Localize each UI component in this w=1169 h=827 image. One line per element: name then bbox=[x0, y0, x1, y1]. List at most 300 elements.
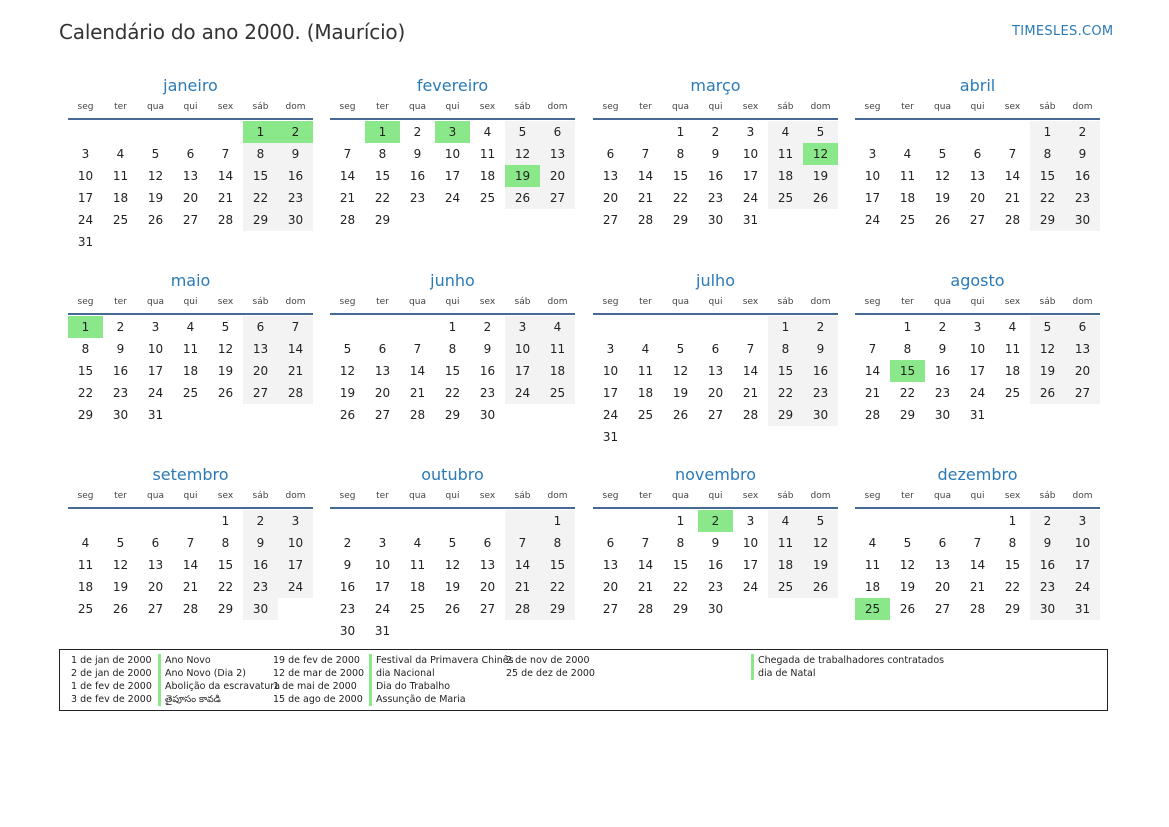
day-cell: 3 bbox=[435, 121, 470, 143]
day-cell: 1 bbox=[365, 121, 400, 143]
day-cell: 18 bbox=[637, 386, 654, 400]
day-cell: 7 bbox=[186, 536, 195, 550]
day-cell: 6 bbox=[483, 536, 492, 550]
weekday-label: dom bbox=[285, 297, 306, 307]
day-cell: 31 bbox=[374, 624, 391, 638]
empty-cell bbox=[400, 510, 435, 532]
day-cell: 2 bbox=[803, 316, 838, 338]
day-cell: 30 bbox=[479, 408, 496, 422]
empty-cell bbox=[925, 510, 960, 532]
day-cell: 31 bbox=[742, 213, 759, 227]
day-cell: 16 bbox=[479, 364, 496, 378]
legend-holiday-name: Assunção de Maria bbox=[369, 693, 466, 706]
weekday-label: ter bbox=[639, 491, 652, 501]
day-cell: 15 bbox=[768, 360, 803, 382]
day-cell: 6 bbox=[151, 536, 160, 550]
day-cell: 4 bbox=[81, 536, 90, 550]
day-cell: 28 bbox=[969, 602, 986, 616]
weekday-label: seg bbox=[864, 491, 881, 501]
day-cell: 18 bbox=[540, 360, 575, 382]
weekday-label: sex bbox=[479, 491, 496, 501]
empty-cell bbox=[540, 620, 575, 642]
day-cell: 29 bbox=[899, 408, 916, 422]
day-cell: 19 bbox=[934, 191, 951, 205]
page-title: Calendário do ano 2000. (Maurício) bbox=[59, 20, 406, 44]
day-cell: 11 bbox=[864, 558, 881, 572]
weekday-label: seg bbox=[864, 102, 881, 112]
legend-holiday-name: dia de Natal bbox=[751, 667, 816, 680]
day-cell: 15 bbox=[217, 558, 234, 572]
day-cell: 28 bbox=[864, 408, 881, 422]
empty-cell bbox=[365, 316, 400, 338]
empty-cell bbox=[505, 209, 540, 231]
day-cell: 6 bbox=[1065, 316, 1100, 338]
month-name: junho bbox=[430, 271, 475, 290]
day-cell: 28 bbox=[339, 213, 356, 227]
day-cell: 9 bbox=[938, 342, 947, 356]
day-cell: 20 bbox=[374, 386, 391, 400]
day-cell: 3 bbox=[278, 510, 313, 532]
weekday-label: seg bbox=[339, 491, 356, 501]
day-cell: 8 bbox=[1008, 536, 1017, 550]
day-cell: 23 bbox=[707, 191, 724, 205]
day-cell: 29 bbox=[374, 213, 391, 227]
day-cell: 28 bbox=[505, 598, 540, 620]
empty-cell bbox=[138, 121, 173, 143]
day-cell: 21 bbox=[505, 576, 540, 598]
day-cell: 4 bbox=[868, 536, 877, 550]
day-cell: 11 bbox=[637, 364, 654, 378]
day-cell: 8 bbox=[768, 338, 803, 360]
empty-cell bbox=[855, 121, 890, 143]
empty-cell bbox=[243, 231, 278, 253]
day-cell: 20 bbox=[602, 580, 619, 594]
empty-cell bbox=[803, 598, 838, 620]
day-cell: 21 bbox=[637, 580, 654, 594]
day-cell: 20 bbox=[1065, 360, 1100, 382]
day-cell: 12 bbox=[444, 558, 461, 572]
empty-cell bbox=[925, 121, 960, 143]
empty-cell bbox=[243, 404, 278, 426]
day-cell: 26 bbox=[803, 187, 838, 209]
day-cell: 14 bbox=[1004, 169, 1021, 183]
weekday-label: dom bbox=[547, 297, 568, 307]
legend-date: 1 de fev de 2000 bbox=[71, 681, 152, 692]
day-cell: 22 bbox=[217, 580, 234, 594]
day-cell: 27 bbox=[540, 187, 575, 209]
month-março bbox=[593, 72, 838, 231]
day-cell: 21 bbox=[409, 386, 426, 400]
day-cell: 17 bbox=[602, 386, 619, 400]
day-cell: 24 bbox=[444, 191, 461, 205]
month-name: setembro bbox=[152, 465, 229, 484]
empty-cell bbox=[768, 426, 803, 448]
day-cell: 12 bbox=[112, 558, 129, 572]
day-cell: 16 bbox=[1030, 554, 1065, 576]
month-novembro bbox=[593, 461, 838, 620]
weekday-label: seg bbox=[339, 102, 356, 112]
month-name: abril bbox=[959, 76, 996, 95]
day-cell: 3 bbox=[746, 125, 755, 139]
day-cell: 25 bbox=[855, 598, 890, 620]
day-cell: 15 bbox=[1030, 165, 1065, 187]
day-cell: 7 bbox=[413, 342, 422, 356]
day-cell: 17 bbox=[147, 364, 164, 378]
day-cell: 21 bbox=[182, 580, 199, 594]
day-cell: 27 bbox=[147, 602, 164, 616]
day-cell: 24 bbox=[864, 213, 881, 227]
weekday-label: seg bbox=[602, 491, 619, 501]
weekday-header bbox=[68, 98, 313, 120]
weekday-label: dom bbox=[547, 491, 568, 501]
weekday-label: qui bbox=[183, 297, 198, 307]
day-cell: 21 bbox=[742, 386, 759, 400]
day-grid bbox=[68, 510, 313, 620]
weekday-label: ter bbox=[639, 102, 652, 112]
weekday-label: qua bbox=[672, 491, 689, 501]
day-cell: 28 bbox=[217, 213, 234, 227]
day-cell: 16 bbox=[112, 364, 129, 378]
day-cell: 5 bbox=[938, 147, 947, 161]
day-cell: 26 bbox=[934, 213, 951, 227]
weekday-label: ter bbox=[376, 102, 389, 112]
day-cell: 19 bbox=[1030, 360, 1065, 382]
day-grid bbox=[330, 316, 575, 426]
day-cell: 7 bbox=[746, 342, 755, 356]
day-cell: 21 bbox=[969, 580, 986, 594]
day-cell: 14 bbox=[637, 169, 654, 183]
day-cell: 24 bbox=[1065, 576, 1100, 598]
day-cell: 29 bbox=[672, 213, 689, 227]
day-cell: 16 bbox=[803, 360, 838, 382]
legend-date: 1 de mai de 2000 bbox=[273, 681, 357, 692]
day-cell: 20 bbox=[602, 191, 619, 205]
day-cell: 3 bbox=[505, 316, 540, 338]
day-cell: 4 bbox=[483, 125, 492, 139]
day-cell: 8 bbox=[243, 143, 278, 165]
holiday-legend bbox=[59, 649, 1108, 711]
day-cell: 2 bbox=[1065, 121, 1100, 143]
day-cell: 16 bbox=[409, 169, 426, 183]
day-cell: 4 bbox=[768, 510, 803, 532]
day-cell: 13 bbox=[243, 338, 278, 360]
day-cell: 31 bbox=[1065, 598, 1100, 620]
empty-cell bbox=[208, 404, 243, 426]
legend-holiday-name: Ano Novo (Dia 2) bbox=[158, 667, 246, 680]
day-cell: 9 bbox=[803, 338, 838, 360]
day-cell: 5 bbox=[221, 320, 230, 334]
day-cell: 12 bbox=[147, 169, 164, 183]
empty-cell bbox=[208, 231, 243, 253]
month-name: agosto bbox=[950, 271, 1005, 290]
day-cell: 8 bbox=[1030, 143, 1065, 165]
day-cell: 16 bbox=[278, 165, 313, 187]
day-cell: 10 bbox=[602, 364, 619, 378]
weekday-label: dom bbox=[547, 102, 568, 112]
day-cell: 5 bbox=[903, 536, 912, 550]
day-cell: 29 bbox=[768, 404, 803, 426]
day-cell: 26 bbox=[217, 386, 234, 400]
day-cell: 27 bbox=[969, 213, 986, 227]
weekday-label: seg bbox=[602, 102, 619, 112]
day-cell: 4 bbox=[413, 536, 422, 550]
day-cell: 25 bbox=[182, 386, 199, 400]
day-cell: 15 bbox=[540, 554, 575, 576]
day-cell: 17 bbox=[742, 169, 759, 183]
day-cell: 24 bbox=[374, 602, 391, 616]
day-cell: 1 bbox=[540, 510, 575, 532]
day-cell: 11 bbox=[77, 558, 94, 572]
empty-cell bbox=[173, 231, 208, 253]
weekday-label: sáb bbox=[514, 297, 531, 307]
day-grid bbox=[330, 121, 575, 231]
day-cell: 9 bbox=[711, 147, 720, 161]
weekday-label: sáb bbox=[777, 102, 794, 112]
day-cell: 27 bbox=[602, 213, 619, 227]
empty-cell bbox=[435, 510, 470, 532]
legend-date: 3 de fev de 2000 bbox=[71, 694, 152, 705]
empty-cell bbox=[593, 121, 628, 143]
weekday-label: sex bbox=[1004, 297, 1021, 307]
empty-cell bbox=[470, 620, 505, 642]
day-cell: 6 bbox=[973, 147, 982, 161]
weekday-label: qui bbox=[708, 491, 723, 501]
empty-cell bbox=[960, 510, 995, 532]
legend-holiday-name: Festival da Primavera Chinês bbox=[369, 654, 514, 667]
day-cell: 25 bbox=[479, 191, 496, 205]
day-cell: 20 bbox=[707, 386, 724, 400]
legend-date: 2 de nov de 2000 bbox=[506, 655, 590, 666]
day-cell: 5 bbox=[505, 121, 540, 143]
empty-cell bbox=[400, 209, 435, 231]
day-cell: 30 bbox=[1030, 598, 1065, 620]
day-cell: 26 bbox=[899, 602, 916, 616]
day-cell: 3 bbox=[151, 320, 160, 334]
day-cell: 11 bbox=[540, 338, 575, 360]
day-cell: 27 bbox=[479, 602, 496, 616]
weekday-label: sex bbox=[217, 102, 234, 112]
day-cell: 1 bbox=[1030, 121, 1065, 143]
day-cell: 25 bbox=[637, 408, 654, 422]
weekday-label: qua bbox=[672, 297, 689, 307]
month-name: março bbox=[690, 76, 741, 95]
weekday-label: sex bbox=[742, 297, 759, 307]
weekday-label: qui bbox=[183, 491, 198, 501]
day-cell: 15 bbox=[672, 169, 689, 183]
weekday-label: qui bbox=[445, 297, 460, 307]
day-cell: 18 bbox=[479, 169, 496, 183]
day-cell: 13 bbox=[479, 558, 496, 572]
day-cell: 9 bbox=[1065, 143, 1100, 165]
day-grid bbox=[855, 121, 1100, 231]
weekday-label: dom bbox=[1072, 297, 1093, 307]
empty-cell bbox=[960, 121, 995, 143]
day-cell: 28 bbox=[1004, 213, 1021, 227]
day-cell: 17 bbox=[969, 364, 986, 378]
day-cell: 26 bbox=[112, 602, 129, 616]
day-grid bbox=[855, 316, 1100, 426]
day-cell: 22 bbox=[243, 187, 278, 209]
empty-cell bbox=[173, 121, 208, 143]
day-cell: 30 bbox=[803, 404, 838, 426]
legend-holiday-name: తైపూసం కావడి bbox=[158, 693, 221, 706]
day-cell: 26 bbox=[505, 187, 540, 209]
empty-cell bbox=[593, 510, 628, 532]
day-cell: 2 bbox=[483, 320, 492, 334]
weekday-header bbox=[330, 293, 575, 315]
day-cell: 22 bbox=[540, 576, 575, 598]
weekday-label: seg bbox=[339, 297, 356, 307]
day-cell: 3 bbox=[746, 514, 755, 528]
day-cell: 6 bbox=[378, 342, 387, 356]
day-cell: 30 bbox=[278, 209, 313, 231]
weekday-label: dom bbox=[285, 102, 306, 112]
day-cell: 10 bbox=[374, 558, 391, 572]
day-cell: 15 bbox=[444, 364, 461, 378]
day-cell: 30 bbox=[243, 598, 278, 620]
day-cell: 29 bbox=[243, 209, 278, 231]
day-cell: 17 bbox=[742, 558, 759, 572]
month-maio bbox=[68, 267, 313, 426]
weekday-label: qua bbox=[934, 491, 951, 501]
day-cell: 22 bbox=[374, 191, 391, 205]
weekday-label: qui bbox=[708, 297, 723, 307]
weekday-label: dom bbox=[810, 102, 831, 112]
day-cell: 7 bbox=[343, 147, 352, 161]
day-cell: 23 bbox=[934, 386, 951, 400]
day-cell: 7 bbox=[973, 536, 982, 550]
weekday-label: ter bbox=[114, 491, 127, 501]
empty-cell bbox=[698, 426, 733, 448]
day-cell: 28 bbox=[409, 408, 426, 422]
day-cell: 10 bbox=[278, 532, 313, 554]
day-cell: 5 bbox=[803, 121, 838, 143]
empty-cell bbox=[435, 620, 470, 642]
legend-holiday-name: Ano Novo bbox=[158, 654, 211, 667]
empty-cell bbox=[278, 231, 313, 253]
empty-cell bbox=[890, 121, 925, 143]
day-cell: 30 bbox=[112, 408, 129, 422]
day-cell: 23 bbox=[278, 187, 313, 209]
weekday-label: qui bbox=[183, 102, 198, 112]
day-cell: 28 bbox=[637, 213, 654, 227]
weekday-header bbox=[68, 293, 313, 315]
month-junho bbox=[330, 267, 575, 426]
weekday-label: sex bbox=[742, 491, 759, 501]
day-cell: 26 bbox=[1030, 382, 1065, 404]
day-cell: 27 bbox=[1065, 382, 1100, 404]
day-cell: 13 bbox=[182, 169, 199, 183]
day-cell: 9 bbox=[413, 147, 422, 161]
day-cell: 11 bbox=[768, 532, 803, 554]
weekday-label: sex bbox=[217, 491, 234, 501]
month-agosto bbox=[855, 267, 1100, 426]
day-cell: 6 bbox=[186, 147, 195, 161]
day-cell: 13 bbox=[602, 169, 619, 183]
day-cell: 15 bbox=[77, 364, 94, 378]
day-grid bbox=[593, 316, 838, 448]
day-cell: 26 bbox=[803, 576, 838, 598]
day-cell: 9 bbox=[711, 536, 720, 550]
day-cell: 14 bbox=[505, 554, 540, 576]
day-cell: 13 bbox=[969, 169, 986, 183]
day-cell: 22 bbox=[899, 386, 916, 400]
day-cell: 23 bbox=[1030, 576, 1065, 598]
day-cell: 10 bbox=[444, 147, 461, 161]
day-cell: 7 bbox=[278, 316, 313, 338]
day-cell: 20 bbox=[540, 165, 575, 187]
weekday-label: dom bbox=[1072, 102, 1093, 112]
day-cell: 28 bbox=[637, 602, 654, 616]
day-cell: 14 bbox=[409, 364, 426, 378]
weekday-header bbox=[593, 293, 838, 315]
empty-cell bbox=[628, 316, 663, 338]
weekday-label: sáb bbox=[1039, 102, 1056, 112]
day-cell: 6 bbox=[606, 147, 615, 161]
empty-cell bbox=[103, 231, 138, 253]
day-cell: 19 bbox=[444, 580, 461, 594]
weekday-label: seg bbox=[77, 102, 94, 112]
day-cell: 22 bbox=[444, 386, 461, 400]
site-link[interactable]: TIMESLES.COM bbox=[1012, 24, 1114, 39]
day-cell: 3 bbox=[378, 536, 387, 550]
day-cell: 15 bbox=[243, 165, 278, 187]
day-cell: 6 bbox=[243, 316, 278, 338]
day-cell: 7 bbox=[641, 147, 650, 161]
day-cell: 19 bbox=[112, 580, 129, 594]
weekday-label: sex bbox=[1004, 102, 1021, 112]
weekday-header bbox=[855, 98, 1100, 120]
empty-cell bbox=[470, 209, 505, 231]
day-cell: 19 bbox=[217, 364, 234, 378]
day-cell: 11 bbox=[479, 147, 496, 161]
empty-cell bbox=[663, 426, 698, 448]
month-name: janeiro bbox=[163, 76, 218, 95]
day-cell: 23 bbox=[803, 382, 838, 404]
empty-cell bbox=[855, 510, 890, 532]
day-cell: 23 bbox=[409, 191, 426, 205]
day-cell: 23 bbox=[479, 386, 496, 400]
day-cell: 23 bbox=[112, 386, 129, 400]
day-cell: 11 bbox=[768, 143, 803, 165]
empty-cell bbox=[330, 316, 365, 338]
day-cell: 20 bbox=[147, 580, 164, 594]
month-name: dezembro bbox=[937, 465, 1018, 484]
day-cell: 13 bbox=[1065, 338, 1100, 360]
empty-cell bbox=[733, 598, 768, 620]
day-cell: 30 bbox=[934, 408, 951, 422]
day-cell: 25 bbox=[768, 576, 803, 598]
day-cell: 3 bbox=[973, 320, 982, 334]
day-cell: 24 bbox=[742, 580, 759, 594]
day-cell: 9 bbox=[116, 342, 125, 356]
month-janeiro bbox=[68, 72, 313, 253]
day-cell: 27 bbox=[602, 602, 619, 616]
month-julho bbox=[593, 267, 838, 448]
month-fevereiro bbox=[330, 72, 575, 231]
day-cell: 25 bbox=[540, 382, 575, 404]
weekday-label: dom bbox=[285, 491, 306, 501]
day-cell: 17 bbox=[374, 580, 391, 594]
day-cell: 23 bbox=[243, 576, 278, 598]
day-cell: 22 bbox=[768, 382, 803, 404]
day-cell: 14 bbox=[339, 169, 356, 183]
day-cell: 7 bbox=[1008, 147, 1017, 161]
weekday-label: sáb bbox=[252, 102, 269, 112]
empty-cell bbox=[330, 121, 365, 143]
day-cell: 7 bbox=[641, 536, 650, 550]
weekday-label: qua bbox=[409, 297, 426, 307]
